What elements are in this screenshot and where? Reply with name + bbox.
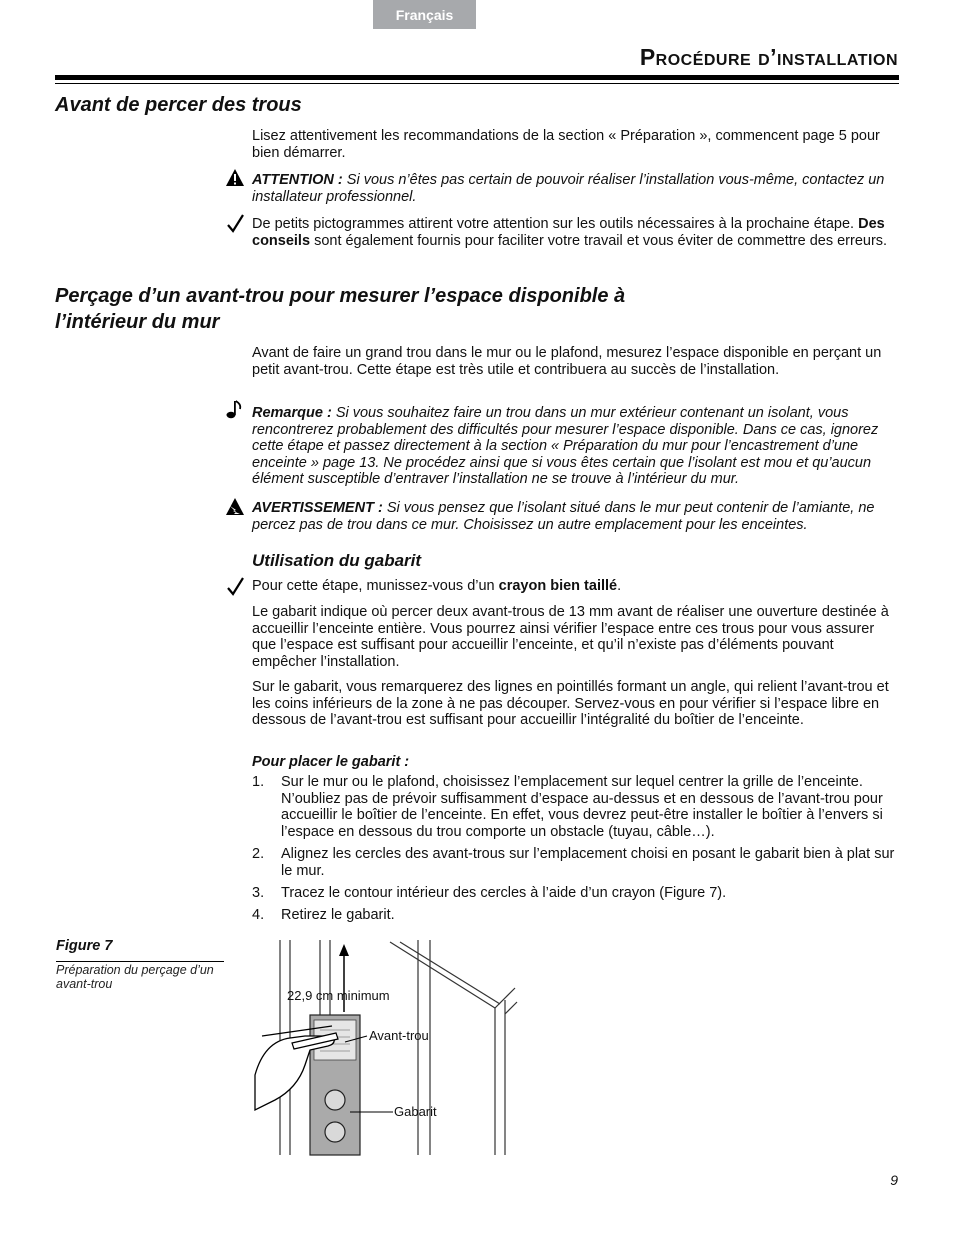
warning-paragraph bbox=[252, 500, 898, 533]
step-number: 1. bbox=[252, 774, 265, 790]
step-text: Sur le mur ou le plafond, choisissez l’emplacement sur lequel centrer la grille de l’enceinte. N’oubliez pas de prévoir suffisamment d’espace au-dessus et en dessous de l’avant-trou pour accueillir le boîtier de l’enceinte. En effet, vous devrez peut-être installer le boîtier à l’envers si l’espace en dessous du trou comporte un obstacle (tuyau, câble…). bbox=[281, 774, 883, 840]
warning-text: Si vous pensez que l’isolant situé dans le mur peut contenir de l’amiante, ne percez pas de trou dans ce mur. Choisissez un autre emplacement pour les enceintes. bbox=[252, 500, 875, 533]
tool-paragraph bbox=[252, 578, 898, 595]
step-text: Retirez le gabarit. bbox=[281, 907, 395, 923]
procedure-label: Pour placer le gabarit : bbox=[252, 754, 410, 770]
chapter-title: Procédure d’installation bbox=[639, 44, 898, 70]
checkmark-icon bbox=[225, 576, 245, 596]
section-heading-pilot-hole-line1: Perçage d’un avant-trou pour mesurer l’espace disponible à bbox=[55, 285, 626, 307]
language-tab: Français bbox=[373, 0, 476, 29]
tool-text-2: . bbox=[617, 578, 622, 594]
checkmark-icon bbox=[225, 213, 245, 233]
tool-text-1: Pour cette étape, munissez-vous d’un bbox=[252, 578, 495, 594]
figure-label: Figure 7 bbox=[56, 938, 113, 954]
template-paragraph-2: Sur le gabarit, vous remarquerez des lignes en pointillés formant un angle, qui relient l’avant-trou et les coins inférieurs de la zone à ne pas découper. Servez-vous en pour vérifier si l’espace libre en dessous de l’avant-trou est suffisant pour accueillir l’intégralité du boîtier de l’enceinte. bbox=[252, 679, 889, 728]
title-thin-rule bbox=[55, 83, 899, 84]
section-heading-pilot-hole-line2: l’intérieur du mur bbox=[55, 311, 220, 333]
caution-text: Si vous n’êtes pas certain de pouvoir réaliser l’installation vous-même, contactez un installateur professionnel. bbox=[252, 172, 885, 205]
note-text: Si vous souhaitez faire un trou dans un mur extérieur contenant un isolant, vous rencontrerez probablement des difficultés pour mesurer l’espace disponible. Dans ce cas, ignorez cette étape et passez directement à la section « Préparation du mur pour l’encastrement d’une enceinte » page 13. Ne procédez ainsi que si vous êtes certain que l’isolant est mou et qu’aucun élément susceptible d’entraver l’installation ne se trouve à l’intérieur du mur. bbox=[252, 405, 879, 487]
template-paragraph-1: Le gabarit indique où percer deux avant-trous de 13 mm avant de réaliser une ouverture destinée à accueillir l’enceinte entière. Vous pourrez ainsi vérifier l’espace entre ces trous pour vous assurer que l’espace est suffisant pour accueillir l’enceinte, et qu’il n’existe pas d’éléments pouvant empêcher l’installation. bbox=[252, 604, 889, 670]
step-number: 2. bbox=[252, 846, 265, 862]
warning-label: AVERTISSEMENT : bbox=[252, 500, 383, 516]
caution-paragraph bbox=[252, 172, 898, 205]
warning-icon bbox=[225, 497, 245, 517]
step-text: Tracez le contour intérieur des cercles à l’aide d’un crayon (Figure 7). bbox=[281, 885, 727, 901]
step-number: 3. bbox=[252, 885, 265, 901]
step-text: Alignez les cercles des avant-trous sur l’emplacement choisi en posant le gabarit bien à plat sur le mur. bbox=[281, 846, 895, 879]
section2-intro: Avant de faire un grand trou dans le mur ou le plafond, mesurez l’espace disponible en perçant un petit avant-trou. Cette étape est très utile et contribuera au succès de l’installation. bbox=[252, 345, 882, 378]
step-number: 4. bbox=[252, 907, 265, 923]
tip-text-1: De petits pictogrammes attirent votre attention sur les outils nécessaires à la prochaine étape. bbox=[252, 216, 855, 232]
tip-paragraph bbox=[252, 216, 898, 249]
page-number: 9 bbox=[890, 1172, 898, 1188]
tip-text-2: sont également fournis pour faciliter votre travail et vous éviter de commettre des erreurs. bbox=[314, 232, 888, 249]
title-rule bbox=[55, 75, 899, 80]
section1-intro: Lisez attentivement les recommandations de la section « Préparation », commencent page 5 pour bien démarrer. bbox=[252, 128, 880, 161]
caution-label: ATTENTION : bbox=[252, 172, 343, 188]
tool-bold: crayon bien taillé bbox=[498, 578, 618, 594]
section-heading-before-drilling: Avant de percer des trous bbox=[55, 94, 302, 116]
callout-pilot-hole: Avant-trou bbox=[369, 1028, 429, 1043]
figure-7-illustration bbox=[250, 940, 520, 1160]
music-note-icon bbox=[225, 400, 245, 420]
subsection-heading-template: Utilisation du gabarit bbox=[252, 551, 422, 570]
note-label: Remarque : bbox=[252, 405, 332, 421]
figure-rule bbox=[56, 961, 224, 962]
caution-triangle-icon bbox=[225, 168, 245, 188]
tip-bold: Des conseils bbox=[252, 216, 885, 249]
note-paragraph bbox=[252, 405, 898, 488]
callout-template: Gabarit bbox=[394, 1104, 437, 1119]
figure-caption: Préparation du perçage d’un avant-trou bbox=[56, 963, 214, 991]
callout-minimum-clearance: 22,9 cm minimum bbox=[287, 988, 390, 1003]
